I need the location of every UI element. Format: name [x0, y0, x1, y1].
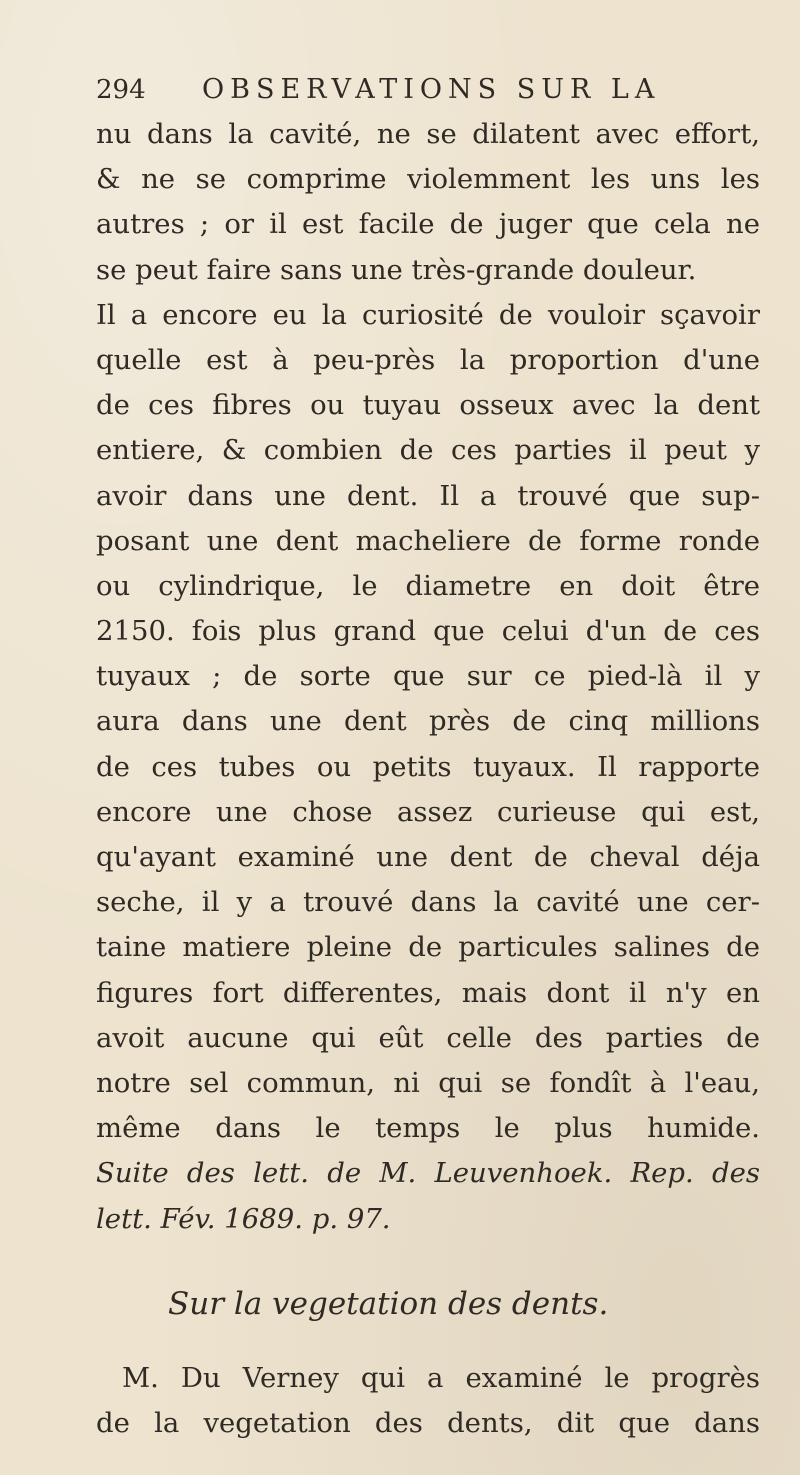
text-line: nu dans la cavité, ne se dilatent avec effort, — [96, 118, 760, 150]
text-line: quelle est à peu-près la proportion d'une — [96, 343, 760, 376]
text-line: se peut faire sans une très-grande douleur. — [96, 253, 697, 286]
text-line: encore une chose assez curieuse qui est, — [96, 795, 760, 828]
text-line: aura dans une dent près de cinq millions — [96, 705, 760, 738]
running-head — [96, 74, 760, 110]
text-line: avoit aucune qui eût celle des parties de — [96, 1021, 760, 1054]
text-line: de ces fibres ou tuyau osseux avec la dent — [96, 389, 760, 422]
text-line: & ne se comprime violemment les uns les — [96, 163, 760, 196]
text-line: ou cylindrique, le diametre en doit être — [96, 569, 760, 602]
text-line: autres ; or il est facile de juger que cela ne — [96, 208, 760, 241]
text-line: M. Du Verney qui a examiné le progrès — [122, 1361, 760, 1394]
text-line: de la vegetation des dents, dit que dans — [96, 1406, 760, 1439]
citation-line: Suite des lett. de M. Leuvenhoek. Rep. des — [96, 1157, 760, 1190]
section-title: Sur la vegetation des dents. — [168, 1285, 609, 1322]
body-text — [96, 112, 760, 1446]
text-line: posant une dent macheliere de forme ronde — [96, 524, 760, 557]
text-line: entiere, & combien de ces parties il peut y — [96, 434, 760, 467]
page-number: 294 — [96, 75, 146, 105]
text-line: tuyaux ; de sorte que sur ce pied-là il y — [96, 660, 760, 693]
text-line: figures fort differentes, mais dont il n'y en — [96, 976, 760, 1009]
text-line: 2150. fois plus grand que celui d'un de ces — [96, 615, 760, 648]
text-line: même dans le temps le plus humide. — [96, 1112, 760, 1145]
running-title: OBSERVATIONS SUR LA — [202, 74, 661, 105]
text-line: Il a encore eu la curiosité de vouloir sçavoir — [96, 298, 760, 331]
text-line: de ces tubes ou petits tuyaux. Il rapporte — [96, 750, 760, 783]
text-line: notre sel commun, ni qui se fondît à l'eau, — [96, 1066, 760, 1099]
text-line: avoir dans une dent. Il a trouvé que sup- — [96, 479, 760, 512]
text-line: taine matiere pleine de particules salines de — [96, 931, 760, 964]
text-line: qu'ayant examiné une dent de cheval déja — [96, 841, 760, 873]
citation-line: lett. Fév. 1689. p. 97. — [96, 1202, 391, 1235]
text-line: seche, il y a trouvé dans la cavité une cer- — [96, 886, 760, 919]
